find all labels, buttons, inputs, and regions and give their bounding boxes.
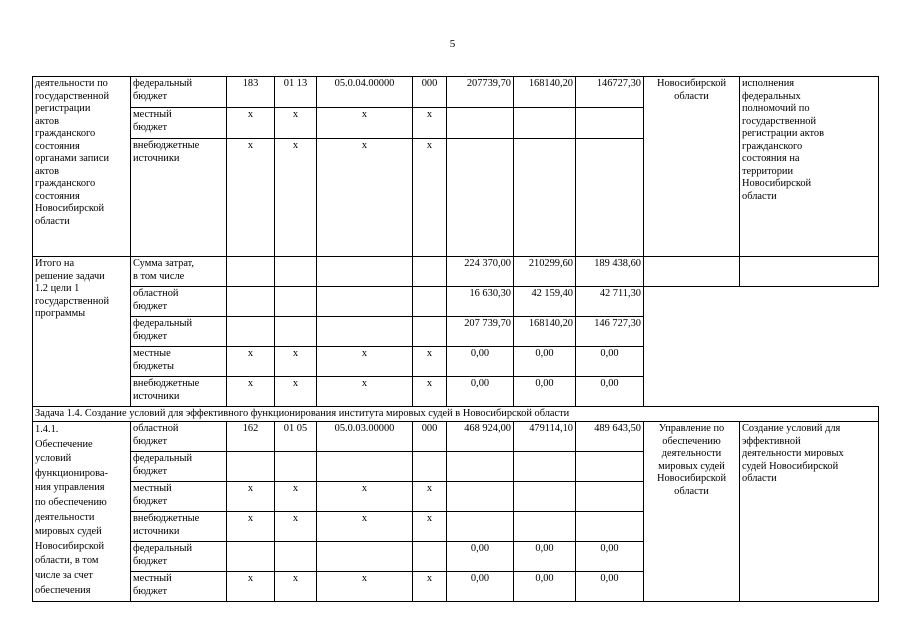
page-number: 5 — [449, 38, 456, 50]
source-cell: местный бюджет — [131, 572, 227, 602]
year2-cell: 0,00 — [514, 377, 576, 407]
table-row — [33, 407, 879, 422]
result-cell: Создание условий для эффективной деятельности мировых судей Новосибирской области — [740, 422, 879, 602]
csr-cell: x — [317, 512, 413, 542]
year3-cell: 0,00 — [576, 572, 644, 602]
year2-cell: 479114,10 — [514, 422, 576, 452]
year2-cell: 0,00 — [514, 542, 576, 572]
source-cell: внебюджетные источники — [131, 512, 227, 542]
source-cell: Сумма затрат, в том числе — [131, 257, 227, 287]
grbs-cell: x — [227, 482, 275, 512]
rzpr-cell — [275, 317, 317, 347]
year3-cell: 489 643,50 — [576, 422, 644, 452]
source-cell: федеральный бюджет — [131, 77, 227, 108]
program-funding-table — [32, 76, 879, 602]
vr-cell — [413, 452, 447, 482]
grbs-cell — [227, 257, 275, 287]
year3-cell: 0,00 — [576, 347, 644, 377]
executor-cell: Управление по обеспечению деятельности мировых судей Новосибирской области — [644, 422, 740, 602]
vr-cell — [413, 257, 447, 287]
csr-cell: 05.0.04.00000 — [317, 77, 413, 108]
csr-cell: x — [317, 572, 413, 602]
year2-cell: 210299,60 — [514, 257, 576, 287]
grbs-cell: x — [227, 377, 275, 407]
rzpr-cell — [275, 452, 317, 482]
year3-cell — [576, 108, 644, 139]
objective-cell: деятельности по государственной регистрации актов гражданского состояния органами записи актов гражданского состояния Новосибирской области — [33, 77, 131, 257]
vr-cell: x — [413, 377, 447, 407]
rzpr-cell — [275, 542, 317, 572]
year1-cell — [447, 512, 514, 542]
source-cell: федеральный бюджет — [131, 452, 227, 482]
grbs-cell: x — [227, 347, 275, 377]
totals-title-cell: Итого на решение задачи 1.2 цели 1 государственной программы — [33, 257, 131, 407]
vr-cell — [413, 317, 447, 347]
rzpr-cell: x — [275, 108, 317, 139]
csr-cell — [317, 317, 413, 347]
table-row — [33, 257, 879, 287]
grbs-cell — [227, 287, 275, 317]
year3-cell: 189 438,60 — [576, 257, 644, 287]
year1-cell — [447, 139, 514, 257]
year1-cell: 207739,70 — [447, 77, 514, 108]
executor-cell: Новосибирской области — [644, 77, 740, 257]
rzpr-cell: 01 05 — [275, 422, 317, 452]
year1-cell: 16 630,30 — [447, 287, 514, 317]
year2-cell: 0,00 — [514, 572, 576, 602]
year3-cell: 0,00 — [576, 542, 644, 572]
grbs-cell: 183 — [227, 77, 275, 108]
result-cell: исполнения федеральных полномочий по государственной регистрации актов гражданского состояния на территории Новосибирской области — [740, 77, 879, 257]
source-cell: областной бюджет — [131, 287, 227, 317]
table-row — [33, 422, 879, 452]
vr-cell — [413, 542, 447, 572]
year2-cell — [514, 108, 576, 139]
rzpr-cell — [275, 287, 317, 317]
grbs-cell — [227, 542, 275, 572]
rzpr-cell: x — [275, 572, 317, 602]
year2-cell — [514, 139, 576, 257]
csr-cell: 05.0.03.00000 — [317, 422, 413, 452]
grbs-cell: x — [227, 139, 275, 257]
rzpr-cell: x — [275, 139, 317, 257]
csr-cell: x — [317, 482, 413, 512]
source-cell: федеральный бюджет — [131, 542, 227, 572]
year3-cell: 0,00 — [576, 377, 644, 407]
event-cell: 1.4.1. Обеспечение условий функционирова- ния управления по обеспечению деятельности мировых судей Новосибирской области, в том числе за счет обеспечения — [33, 422, 131, 602]
grbs-cell — [227, 317, 275, 347]
year1-cell: 0,00 — [447, 347, 514, 377]
year1-cell: 0,00 — [447, 377, 514, 407]
vr-cell: 000 — [413, 77, 447, 108]
year3-cell — [576, 139, 644, 257]
source-cell: внебюджетные источники — [131, 377, 227, 407]
rzpr-cell: x — [275, 482, 317, 512]
table-row — [33, 77, 879, 108]
grbs-cell: x — [227, 108, 275, 139]
year3-cell: 146727,30 — [576, 77, 644, 108]
grbs-cell: x — [227, 512, 275, 542]
csr-cell: x — [317, 108, 413, 139]
rzpr-cell: x — [275, 377, 317, 407]
year1-cell — [447, 108, 514, 139]
vr-cell: x — [413, 572, 447, 602]
grbs-cell — [227, 452, 275, 482]
grbs-cell: x — [227, 572, 275, 602]
year2-cell — [514, 452, 576, 482]
year3-cell: 146 727,30 — [576, 317, 644, 347]
year1-cell: 224 370,00 — [447, 257, 514, 287]
result-cell — [740, 257, 879, 287]
year2-cell — [514, 482, 576, 512]
source-cell: областной бюджет — [131, 422, 227, 452]
csr-cell — [317, 287, 413, 317]
year1-cell: 207 739,70 — [447, 317, 514, 347]
empty-cell — [644, 287, 879, 407]
rzpr-cell — [275, 257, 317, 287]
csr-cell — [317, 452, 413, 482]
source-cell: местный бюджет — [131, 482, 227, 512]
vr-cell: x — [413, 347, 447, 377]
source-cell: местные бюджеты — [131, 347, 227, 377]
year2-cell: 168140,20 — [514, 77, 576, 108]
vr-cell: x — [413, 108, 447, 139]
year3-cell — [576, 482, 644, 512]
csr-cell — [317, 542, 413, 572]
year3-cell: 42 711,30 — [576, 287, 644, 317]
vr-cell: x — [413, 482, 447, 512]
csr-cell: x — [317, 139, 413, 257]
year2-cell — [514, 512, 576, 542]
vr-cell: x — [413, 139, 447, 257]
vr-cell — [413, 287, 447, 317]
task-heading: Задача 1.4. Создание условий для эффективного функционирования института мировых судей в Новосибирской области — [33, 407, 879, 422]
vr-cell: 000 — [413, 422, 447, 452]
rzpr-cell: x — [275, 347, 317, 377]
rzpr-cell: x — [275, 512, 317, 542]
year2-cell: 168140,20 — [514, 317, 576, 347]
rzpr-cell: 01 13 — [275, 77, 317, 108]
source-cell: местный бюджет — [131, 108, 227, 139]
grbs-cell: 162 — [227, 422, 275, 452]
vr-cell: x — [413, 512, 447, 542]
csr-cell: x — [317, 347, 413, 377]
year1-cell — [447, 452, 514, 482]
csr-cell — [317, 257, 413, 287]
year1-cell: 0,00 — [447, 572, 514, 602]
source-cell: федеральный бюджет — [131, 317, 227, 347]
year3-cell — [576, 512, 644, 542]
csr-cell: x — [317, 377, 413, 407]
year1-cell: 468 924,00 — [447, 422, 514, 452]
source-cell: внебюджетные источники — [131, 139, 227, 257]
executor-cell — [644, 257, 740, 287]
year2-cell: 0,00 — [514, 347, 576, 377]
year1-cell: 0,00 — [447, 542, 514, 572]
year1-cell — [447, 482, 514, 512]
year2-cell: 42 159,40 — [514, 287, 576, 317]
table-row — [33, 287, 879, 317]
year3-cell — [576, 452, 644, 482]
